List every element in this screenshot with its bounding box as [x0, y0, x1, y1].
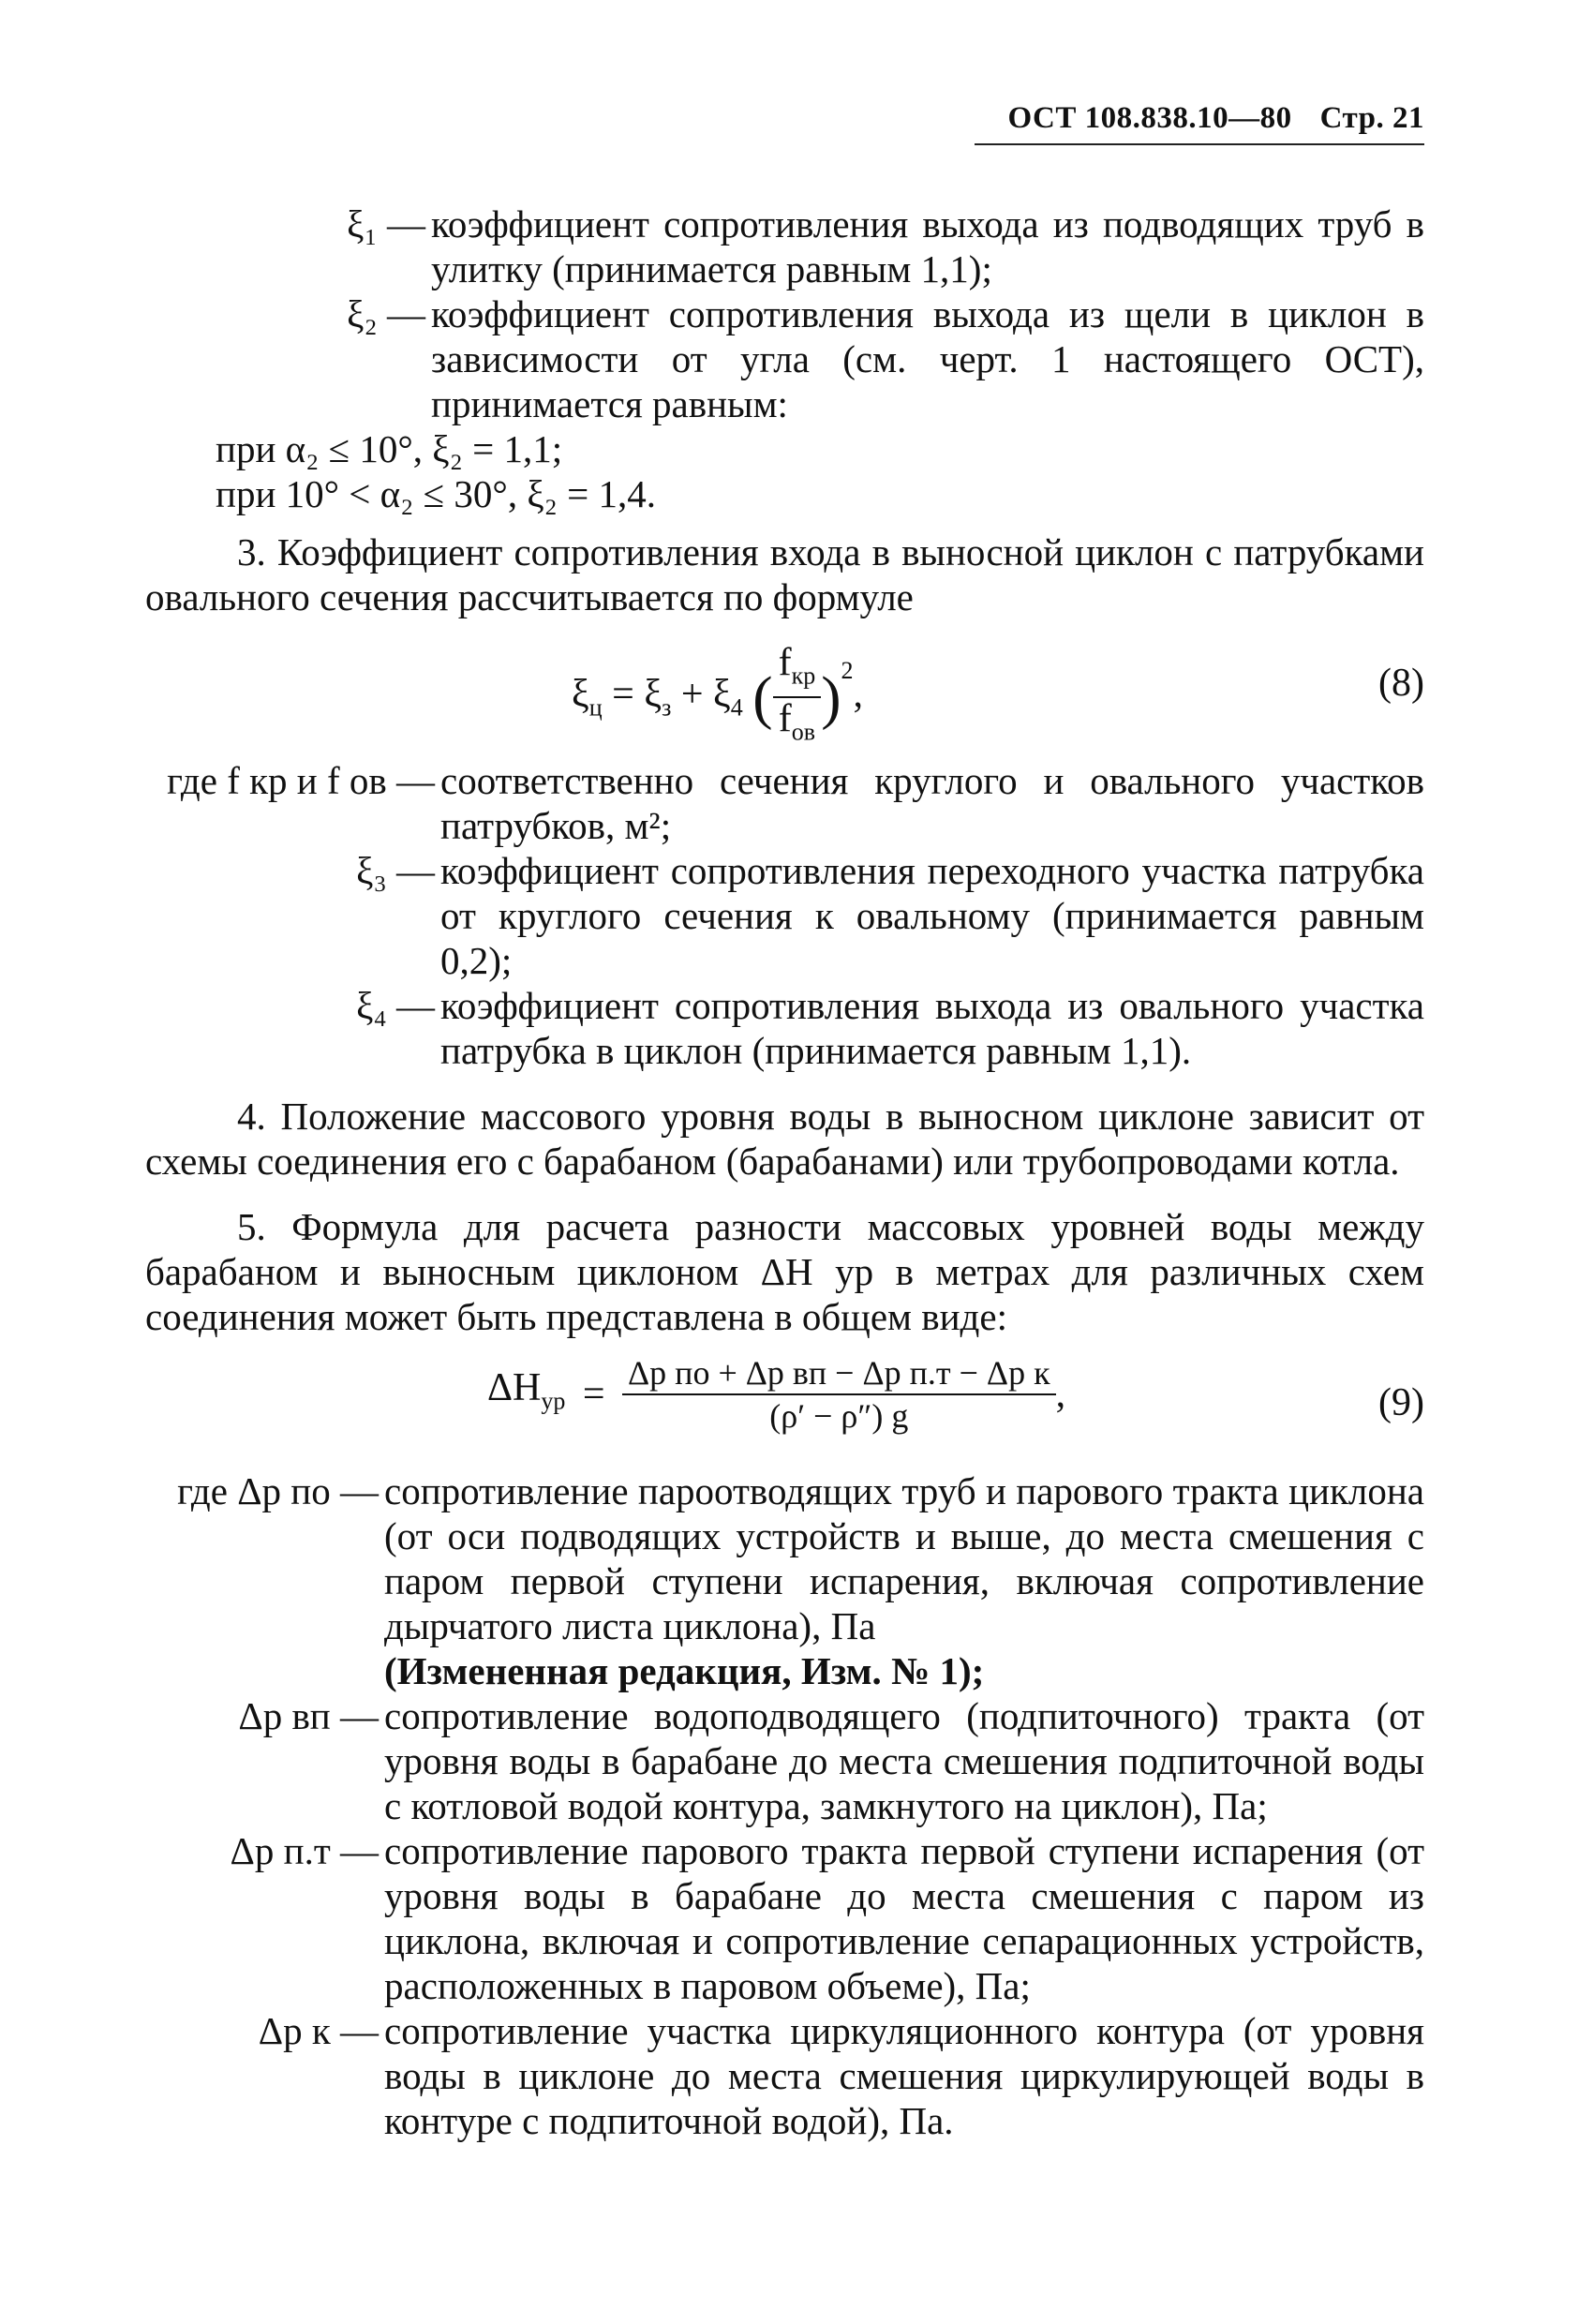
formula-9-denominator: (ρ′ − ρ″) g	[769, 1397, 909, 1435]
definition-xi3	[145, 848, 1424, 983]
formula-9	[145, 1352, 1424, 1455]
definition-symbol: ξ₄ —	[356, 984, 435, 1027]
definition-text: сопротивление водоподводящего (подпиточного) тракта (от уровня воды в барабане до места смешения подпиточной воды с котловой водой контура, замкнутого на циклон), Па;	[384, 1694, 1424, 1827]
definition-f-sections	[145, 758, 1424, 848]
definition-text: соответственно сечения круглого и овального участков патрубков, м²;	[440, 759, 1424, 847]
condition-line-1: при α₂ ≤ 10°, ξ₂ = 1,1;	[216, 427, 563, 470]
formula-9-expression: $\Delta H_{ур}$ = $\frac{\text{Δp по + Δp вп − Δp п.т − Δp к}}{(\rho' - \rho'') g}$ ,	[487, 1354, 1066, 1435]
definition-text: коэффициент сопротивления выхода из подводящих труб в улитку (принимается равным 1,1);	[431, 202, 1424, 290]
formula-9-numerator: Δp по + Δp вп − Δp п.т − Δp к	[622, 1352, 1056, 1395]
formula-9-fraction	[622, 1352, 1056, 1437]
definition-dp-pt	[145, 1828, 1424, 2008]
definition-symbol: ξ₃ —	[356, 849, 435, 892]
standard-number: ОСТ 108.838.10—80	[1007, 101, 1292, 135]
definition-dp-po	[145, 1468, 1424, 1648]
definition-symbol: где Δp по —	[177, 1469, 379, 1512]
definition-symbol: Δp п.т —	[230, 1829, 379, 1872]
page-header	[975, 101, 1424, 136]
formula-8-expression: $\xi_ц = \xi_з + \xi_4$ ( $\frac{f_{кр}}{f_{ов}}$ )$^2$,	[572, 642, 863, 753]
definition-text: коэффициент сопротивления выхода из овального участка патрубка в циклон (принимается равным 1,1).	[440, 984, 1424, 1072]
paragraph-item-4: 4. Положение массового уровня воды в выносном циклоне зависит от схемы соединения его с барабаном (барабанами) или трубопроводами котла.	[145, 1095, 1424, 1183]
definition-symbol: ξ₁ —	[347, 202, 425, 246]
definition-symbol: Δp вп —	[238, 1694, 379, 1737]
condition-line-2: при 10° < α₂ ≤ 30°, ξ₂ = 1,4.	[216, 472, 657, 515]
definition-xi1	[145, 201, 1424, 291]
definition-dp-k	[145, 2008, 1424, 2143]
definition-symbol: Δp к —	[258, 2009, 379, 2052]
document-body	[145, 201, 1424, 2143]
definition-symbol: где f кр и f ов —	[167, 759, 435, 802]
paragraph-item-3: 3. Коэффициент сопротивления входа в выносной циклон с патрубками овального сечения рассчитывается по формуле	[145, 530, 1424, 618]
formula-8-number: (8)	[1378, 662, 1424, 705]
formula-8	[145, 633, 1424, 745]
paragraph-item-5: 5. Формула для расчета разности массовых уровней воды между барабаном и выносным циклоном ΔH ур в метрах для различных схем соединения может быть представлена в общем виде:	[145, 1205, 1424, 1338]
page-number: Стр. 21	[1319, 101, 1424, 135]
definition-dp-vp	[145, 1693, 1424, 1828]
header-rule	[975, 143, 1424, 145]
definition-xi2	[145, 291, 1424, 426]
definition-xi4	[145, 983, 1424, 1073]
formula-9-number: (9)	[1378, 1381, 1424, 1424]
definition-text: сопротивление парового тракта первой ступени испарения (от уровня воды в барабане до места смешения с паром из циклона, включая и сопротивление сепарационных устройств, расположенных в паровом объеме), Па;	[384, 1829, 1424, 2007]
definition-text: сопротивление пароотводящих труб и парового тракта циклона (от оси подводящих устройств и выше, до места смешения с паром первой ступени испарения, включая сопротивление дырчатого листа циклона), Па	[384, 1469, 1424, 1647]
amendment-note: (Измененная редакция, Изм. № 1);	[384, 1649, 985, 1692]
definition-text: коэффициент сопротивления переходного участка патрубка от круглого сечения к овальному (принимается равным 0,2);	[440, 849, 1424, 982]
formula-8-fraction: $\frac{f_{кр}}{f_{ов}}$	[773, 642, 822, 753]
definition-text: коэффициент сопротивления выхода из щели в циклон в зависимости от угла (см. черт. 1 настоящего ОСТ), принимается равным:	[431, 292, 1424, 425]
definition-symbol: ξ₂ —	[347, 292, 425, 335]
definition-text: сопротивление участка циркуляционного контура (от уровня воды в циклоне до места смешения циркулирующей воды в контуре с подпиточной водой), Па.	[384, 2009, 1424, 2142]
